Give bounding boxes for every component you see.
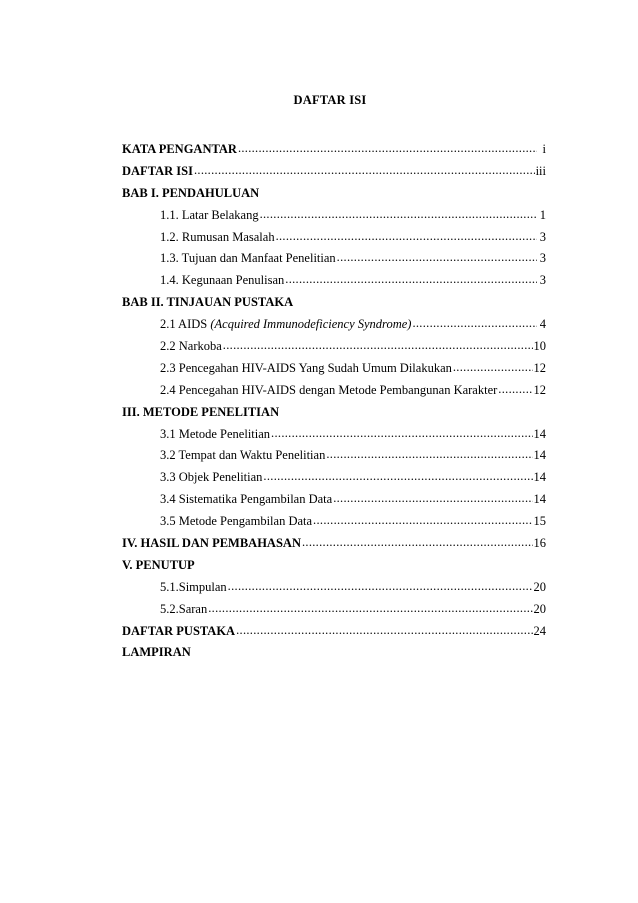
toc-page-number: 14 xyxy=(533,470,546,485)
toc-entry-1-2 xyxy=(122,227,546,249)
toc-page-number: 16 xyxy=(533,536,546,551)
dot-leader xyxy=(208,598,532,620)
toc-entry-label: 5.1.Simpulan xyxy=(160,579,227,594)
toc-entry-label: 3.3 Objek Penelitian xyxy=(160,470,263,485)
dot-leader xyxy=(333,488,532,510)
toc-page-number: 20 xyxy=(533,601,546,616)
toc-entry-label: 3.4 Sistematika Pengambilan Data xyxy=(160,492,333,507)
table-of-contents xyxy=(122,139,546,664)
dot-leader xyxy=(453,357,533,379)
toc-entry-label: 1.4. Kegunaan Penulisan xyxy=(160,273,285,288)
toc-entry-label: LAMPIRAN xyxy=(122,645,191,660)
dot-leader xyxy=(271,423,532,445)
toc-chapter-bab2 xyxy=(122,292,546,314)
toc-entry-label: 5.2.Saran xyxy=(160,601,208,616)
toc-entry-2-2 xyxy=(122,336,546,358)
toc-entry-1-4 xyxy=(122,270,546,292)
dot-leader xyxy=(236,620,532,642)
toc-entry-label: DAFTAR ISI xyxy=(122,163,193,178)
page-title: DAFTAR ISI xyxy=(293,93,367,107)
dot-leader xyxy=(223,335,533,357)
toc-entry-label: 1.2. Rumusan Masalah xyxy=(160,229,275,244)
toc-entry-label: DAFTAR PUSTAKA xyxy=(122,623,236,638)
toc-chapter-heading: BAB I. PENDAHULUAN xyxy=(122,185,260,200)
toc-entry-lampiran xyxy=(122,642,546,664)
dot-leader xyxy=(263,466,532,488)
dot-leader xyxy=(276,226,537,248)
toc-entry-daftar-pustaka xyxy=(122,621,546,643)
toc-entry-label-text: 2.1 AIDS xyxy=(160,317,211,332)
toc-entry-label: 3.5 Metode Pengambilan Data xyxy=(160,514,313,529)
toc-entry-1-1 xyxy=(122,205,546,227)
toc-chapter-bab5 xyxy=(122,555,546,577)
toc-entry-label: 1.3. Tujuan dan Manfaat Penelitian xyxy=(160,251,336,266)
toc-page-number: 3 xyxy=(539,251,546,266)
toc-entry-2-4 xyxy=(122,380,546,402)
toc-chapter-heading: IV. HASIL DAN PEMBAHASAN xyxy=(122,536,301,551)
toc-entry-5-1 xyxy=(122,577,546,599)
dot-leader xyxy=(228,576,533,598)
toc-entry-3-3 xyxy=(122,467,546,489)
toc-page-number: i xyxy=(542,142,546,156)
dot-leader xyxy=(260,204,537,226)
toc-entry-label: 3.1 Metode Penelitian xyxy=(160,426,271,441)
toc-entry-daftar-isi xyxy=(122,161,546,183)
toc-chapter-heading: III. METODE PENELITIAN xyxy=(122,404,280,419)
toc-page-number: 1 xyxy=(539,207,546,222)
toc-entry-label: 2.3 Pencegahan HIV-AIDS Yang Sudah Umum Dilakukan xyxy=(160,360,452,375)
toc-page-number: 14 xyxy=(533,492,546,507)
toc-entry-label-italic: (Acquired Immunodeficiency Syndrome) xyxy=(210,317,412,332)
toc-page-number: 4 xyxy=(539,317,546,332)
dot-leader xyxy=(302,532,533,554)
dot-leader xyxy=(313,510,532,532)
toc-page-number: 3 xyxy=(539,229,546,244)
toc-entry-3-2 xyxy=(122,445,546,467)
toc-entry-label: 3.2 Tempat dan Waktu Penelitian xyxy=(160,448,326,463)
toc-page-number: 3 xyxy=(539,273,546,288)
toc-chapter-heading: BAB II. TINJAUAN PUSTAKA xyxy=(122,295,294,310)
toc-chapter-heading: V. PENUTUP xyxy=(122,557,195,572)
toc-chapter-bab4 xyxy=(122,533,546,555)
toc-entry-5-2 xyxy=(122,599,546,621)
dot-leader xyxy=(337,247,537,269)
dot-leader xyxy=(194,160,535,182)
toc-page-number: iii xyxy=(535,163,546,178)
toc-entry-1-3 xyxy=(122,248,546,270)
toc-chapter-bab1 xyxy=(122,183,546,205)
toc-entry-label: KATA PENGANTAR xyxy=(122,142,237,156)
toc-page-number: 24 xyxy=(533,623,546,638)
toc-entry-label: 2.2 Narkoba xyxy=(160,339,222,354)
toc-page-number: 12 xyxy=(533,360,546,375)
toc-page-number: 14 xyxy=(533,448,546,463)
dot-leader xyxy=(285,269,537,291)
toc-chapter-bab3 xyxy=(122,402,546,424)
toc-page-number: 14 xyxy=(533,426,546,441)
toc-entry-2-3 xyxy=(122,358,546,380)
toc-entry-3-4 xyxy=(122,489,546,511)
toc-entry-3-1 xyxy=(122,424,546,446)
toc-entry-label: 1.1. Latar Belakang xyxy=(160,207,259,222)
dot-leader xyxy=(498,379,532,401)
toc-page-number: 15 xyxy=(533,514,546,529)
toc-page-number: 12 xyxy=(533,382,546,397)
toc-entry-kata-pengantar xyxy=(122,139,546,161)
toc-entry-3-5 xyxy=(122,511,546,533)
toc-page-number: 10 xyxy=(533,339,546,354)
dot-leader xyxy=(326,444,532,466)
toc-entry-label: 2.4 Pencegahan HIV-AIDS dengan Metode Pembangunan Karakter xyxy=(160,382,498,397)
toc-page-number: 20 xyxy=(533,579,546,594)
dot-leader xyxy=(412,313,537,335)
toc-entry-label xyxy=(160,314,411,336)
dot-leader xyxy=(238,138,537,160)
toc-entry-2-1 xyxy=(122,314,546,336)
